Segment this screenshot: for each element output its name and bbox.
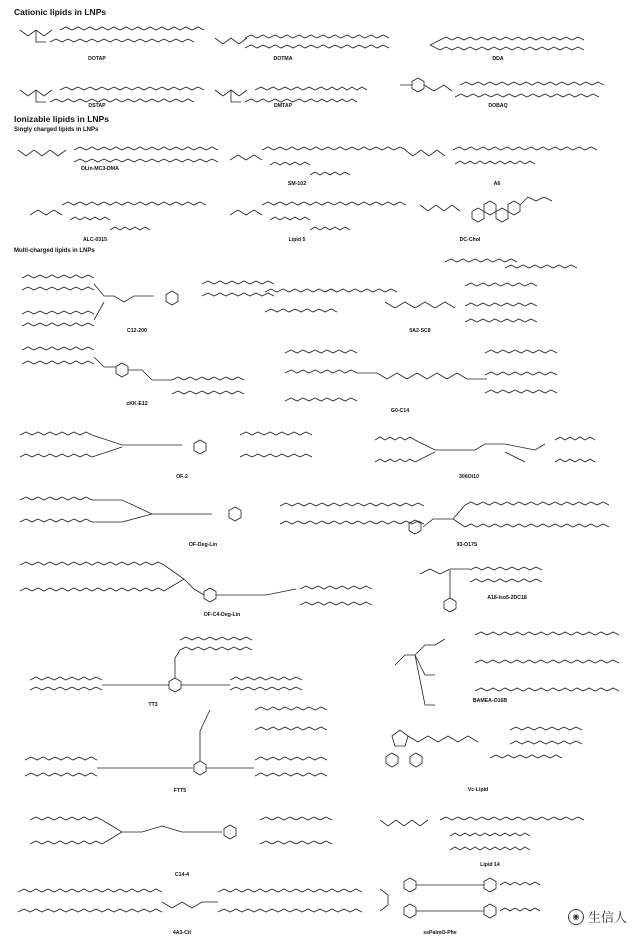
structure-alc0315 (30, 202, 206, 230)
label-g0-c14: G0-C14 (390, 408, 410, 414)
label-lipid5: Lipid 5 (288, 237, 306, 243)
label-tt3: TT3 (148, 702, 158, 708)
structure-g0-c14 (285, 350, 557, 401)
label-5a2-sc8: 5A2-SC8 (409, 328, 431, 334)
label-93-o17s: 93-O17S (456, 542, 478, 548)
structure-sm102 (230, 147, 406, 175)
structure-4a3-cit (18, 889, 362, 912)
structure-lipid14 (380, 817, 584, 850)
label-a18-iso5-2dc18: A18-Iso5-2DC18 (487, 595, 527, 601)
label-dstap: DSTAP (88, 103, 106, 109)
structure-306oi10 (375, 437, 595, 462)
heading-cationic-lipids: Cationic lipids in LNPs (14, 7, 107, 17)
structure-of-deg-lin (20, 497, 424, 524)
label-a6: A6 (493, 181, 501, 187)
label-vc-lipid: Vc-Lipid (467, 787, 489, 793)
label-dlin-mc3-dma: DLin-MC3-DMA (81, 166, 119, 172)
subheading-singly-charged: Singly charged lipids in LNPs (14, 127, 99, 133)
label-c12-200: C12-200 (127, 328, 147, 334)
label-sspalmo-phe: ssPalmO-Phe (423, 930, 457, 936)
label-dotap: DOTAP (88, 56, 106, 62)
label-dda: DDA (492, 56, 504, 62)
structure-sspalmo-phe (380, 878, 540, 918)
label-dobaq: DOBAQ (488, 103, 508, 109)
structure-bamea-o16b (395, 632, 619, 705)
structure-dobaq (400, 78, 604, 97)
watermark (568, 907, 627, 926)
label-of2: OF-2 (176, 474, 188, 480)
label-bamea-o16b: BAMEA-O16B (472, 698, 508, 704)
label-dotma: DOTMA (273, 56, 293, 62)
label-of-deg-lin: OF-Deg-Lin (188, 542, 218, 548)
label-306oi10: 306Oi10 (459, 474, 479, 480)
label-sm102: SM-102 (287, 181, 307, 187)
structure-ckk-e12 (22, 347, 244, 394)
structure-dda (430, 37, 584, 50)
structure-ftt5 (25, 707, 327, 776)
label-of-c4-deg-lin: OF-C4-Deg-Lin (203, 612, 241, 618)
label-dmtap: DMTAP (273, 103, 293, 109)
structure-vc-lipid (386, 727, 582, 767)
label-dc-chol: DC-Chol (459, 237, 481, 243)
label-4a3-cit: 4A3-Cit (172, 930, 192, 936)
structure-a6 (405, 147, 597, 164)
structure-dlin-mc3-dma (18, 147, 218, 162)
structure-dstap (20, 87, 204, 102)
structure-dc-chol (420, 197, 552, 222)
structure-dmtap (215, 87, 367, 102)
label-lipid14: Lipid 14 (480, 862, 500, 868)
structure-dotma (215, 35, 389, 48)
structure-93-o17s (409, 502, 609, 534)
label-c14-4: C14-4 (174, 872, 190, 878)
subheading-multi-charged: Multi-charged lipids in LNPs (14, 248, 95, 254)
structure-tt3 (30, 637, 302, 692)
watermark-text: 生信人 (587, 910, 627, 925)
structure-lipid5 (230, 202, 406, 230)
label-ckk-e12: cKK-E12 (126, 401, 148, 407)
structure-of-c4-deg-lin (20, 562, 372, 605)
structure-a18-iso5-2dc18 (420, 567, 542, 612)
structure-5a2-sc8 (265, 259, 577, 322)
label-ftt5: FTT5 (173, 788, 187, 794)
wechat-icon: ◉ (568, 909, 584, 925)
label-alc0315: ALC-0315 (83, 237, 107, 243)
structure-c14-4 (30, 817, 332, 844)
structure-c12-200 (22, 275, 274, 326)
heading-ionizable-lipids: Ionizable lipids in LNPs (14, 114, 109, 124)
structure-dotap (20, 27, 204, 42)
structure-of2 (20, 432, 312, 457)
